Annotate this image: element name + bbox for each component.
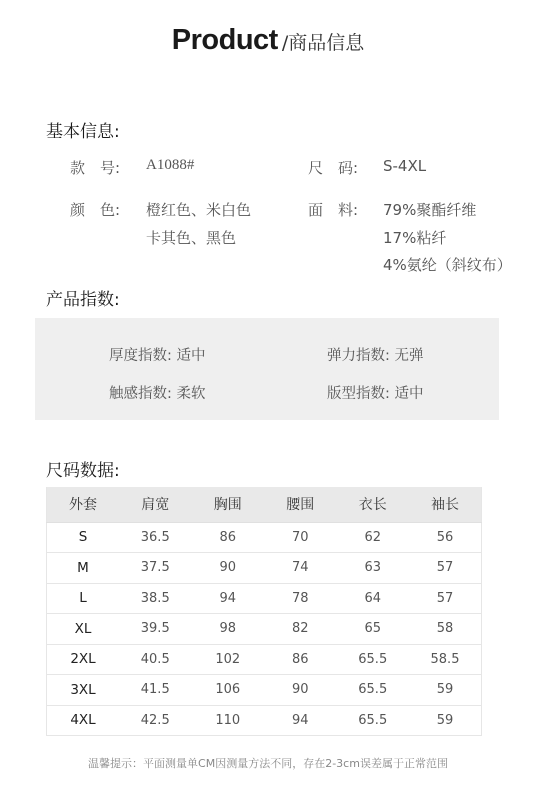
size-table-header [47,487,482,522]
table-cell: 4XL [47,705,120,736]
size-label: 尺 码: [308,159,359,177]
table-cell: 110 [192,705,265,736]
table-row [47,522,482,553]
table-cell: 38.5 [119,583,192,614]
table-cell: 39.5 [119,614,192,645]
style-no-value: A1088# [146,157,195,173]
fabric-value-line3: 4%氨纶（斜纹布） [383,256,512,274]
color-value-line1: 橙红色、米白色 [146,201,252,219]
elasticity-index: 弹力指数: 无弹 [327,348,424,364]
table-cell: 42.5 [119,705,192,736]
table-cell: S [47,522,120,553]
table-cell: 65.5 [337,675,410,706]
thickness-index: 厚度指数: 适中 [109,348,206,364]
table-row [47,644,482,675]
table-cell: 58 [409,614,482,645]
table-cell: 82 [264,614,337,645]
col-header: 外套 [47,487,120,522]
table-cell: 2XL [47,644,120,675]
table-cell: L [47,583,120,614]
table-cell: 64 [337,583,410,614]
page-subtitle: /商品信息 [281,32,365,54]
product-index-title: 产品指数: [46,290,120,310]
col-header: 衣长 [337,487,410,522]
table-cell: 86 [192,522,265,553]
col-header: 肩宽 [119,487,192,522]
table-row [47,705,482,736]
table-cell: 56 [409,522,482,553]
basic-info-title: 基本信息: [46,122,120,142]
table-cell: 65 [337,614,410,645]
size-table [46,487,482,736]
color-label: 颜 色: [70,201,121,219]
table-cell: 70 [264,522,337,553]
table-cell: 40.5 [119,644,192,675]
size-data-title: 尺码数据: [46,461,120,481]
table-cell: 57 [409,583,482,614]
table-cell: XL [47,614,120,645]
table-cell: 62 [337,522,410,553]
col-header: 腰围 [264,487,337,522]
table-cell: 57 [409,553,482,584]
table-cell: 90 [192,553,265,584]
table-row [47,553,482,584]
table-cell: 59 [409,675,482,706]
table-cell: 41.5 [119,675,192,706]
measurement-note: 温馨提示：平面测量单CM因测量方法不同，存在2-3cm误差属于正常范围 [88,757,448,770]
touch-index: 触感指数: 柔软 [109,386,206,402]
table-cell: 94 [192,583,265,614]
table-cell: 106 [192,675,265,706]
table-cell: 58.5 [409,644,482,675]
table-cell: 90 [264,675,337,706]
table-cell: 94 [264,705,337,736]
table-cell: 36.5 [119,522,192,553]
size-value: S-4XL [383,157,427,175]
table-cell: 98 [192,614,265,645]
table-cell: 74 [264,553,337,584]
table-row [47,675,482,706]
fit-index: 版型指数: 适中 [327,386,424,402]
table-cell: 3XL [47,675,120,706]
table-cell: 78 [264,583,337,614]
fabric-value-line1: 79%聚酯纤维 [383,201,477,219]
table-cell: 86 [264,644,337,675]
table-cell: 102 [192,644,265,675]
table-cell: 37.5 [119,553,192,584]
table-cell: 65.5 [337,705,410,736]
page-header [0,24,536,57]
col-header: 袖长 [409,487,482,522]
page-title: Product [171,24,278,56]
fabric-label: 面 料: [308,201,359,219]
fabric-value-line2: 17%粘纤 [383,229,447,247]
col-header: 胸围 [192,487,265,522]
table-cell: 63 [337,553,410,584]
product-index-panel [35,318,499,420]
table-cell: M [47,553,120,584]
table-cell: 59 [409,705,482,736]
table-row [47,614,482,645]
table-cell: 65.5 [337,644,410,675]
color-value-line2: 卡其色、黑色 [146,229,237,247]
table-row [47,583,482,614]
style-no-label: 款 号: [70,159,121,177]
